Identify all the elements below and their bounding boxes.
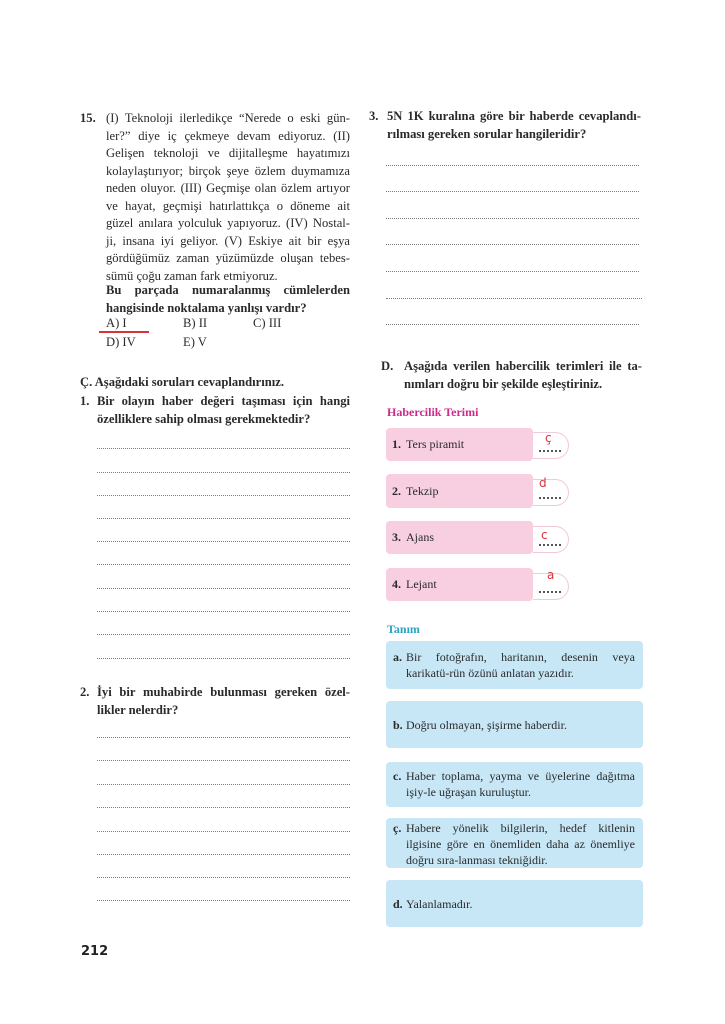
definition-body: Yalanlamadır. — [406, 897, 473, 911]
answer-line[interactable] — [97, 495, 350, 496]
term-item — [386, 521, 533, 554]
term-number: 3. — [392, 530, 401, 544]
answer-line[interactable] — [97, 658, 350, 659]
heading-line: Aşağıda verilen habercilik terimleri ile ta- — [404, 359, 642, 373]
answer-dots — [539, 544, 561, 546]
section-d-letter: D. — [381, 359, 394, 373]
definition-body: Haber toplama, yayma ve üyelerine dağıtma işiy-le uğraşan kuruluştur. — [406, 769, 635, 799]
heading-line: nımları doğru bir şekilde eşleştiriniz. — [404, 376, 603, 391]
answer-line[interactable] — [97, 900, 350, 901]
question-2-text — [97, 684, 350, 719]
handwritten-answer: ç — [545, 431, 552, 445]
page-number: 212 — [81, 944, 109, 959]
answer-line[interactable] — [97, 611, 350, 612]
definition-text — [393, 649, 635, 681]
answer-line[interactable] — [97, 634, 350, 635]
answer-line[interactable] — [386, 324, 639, 325]
definition-item — [386, 880, 643, 927]
question-line: rılması gereken sorular hangileridir? — [387, 126, 587, 141]
option-d[interactable]: D) IV — [106, 335, 136, 349]
question-number: 1. — [80, 394, 90, 408]
prompt-line: Bu parçada numaralanmış cümlelerden — [106, 283, 350, 297]
answer-line[interactable] — [386, 298, 642, 299]
definition-letter: b. — [393, 718, 403, 732]
selected-answer-underline — [99, 331, 149, 333]
term-text: Lejant — [406, 577, 437, 591]
section-d-heading — [404, 358, 642, 393]
term-label — [392, 428, 464, 461]
answer-line[interactable] — [97, 588, 350, 589]
definition-body: Doğru olmayan, şişirme haberdir. — [406, 718, 567, 732]
answer-line[interactable] — [386, 271, 639, 272]
term-label — [392, 521, 434, 554]
section-c-heading: Ç. Aşağıdaki soruları cevaplandırınız. — [80, 375, 284, 389]
answer-slot[interactable] — [533, 476, 569, 506]
question-15-prompt — [106, 282, 350, 317]
option-e[interactable]: E) V — [183, 335, 207, 349]
definitions-header: Tanım — [387, 622, 420, 636]
prompt-line: hangisinde noktalama yanlışı vardır? — [106, 300, 307, 315]
term-number: 1. — [392, 437, 401, 451]
option-b[interactable]: B) II — [183, 316, 208, 330]
definition-letter: a. — [393, 650, 402, 664]
answer-line[interactable] — [97, 831, 350, 832]
answer-slot[interactable] — [533, 568, 569, 600]
handwritten-answer: d — [539, 476, 547, 490]
answer-slot[interactable] — [533, 432, 569, 459]
answer-line[interactable] — [97, 784, 350, 785]
answer-line[interactable] — [386, 244, 639, 245]
question-line: İyi bir muhabirde bulunması gereken özel- — [97, 685, 350, 699]
question-line: özelliklere sahip olması gerekmektedir? — [97, 411, 311, 426]
question-line: likler nelerdir? — [97, 702, 179, 717]
passage-line: ve hayat, geçmişi hatırlattıkça o döneme ait — [106, 198, 350, 213]
passage-line: kolaylaştırıyor; birçok şeye özlem duymamıza — [106, 163, 350, 178]
passage-line: sümü çoğu zaman fark etmiyoruz. — [106, 268, 278, 283]
definition-item — [386, 818, 643, 868]
term-item — [386, 428, 533, 461]
term-item — [386, 568, 533, 601]
question-1-text — [97, 393, 350, 428]
definition-text — [393, 768, 635, 800]
definition-item — [386, 701, 643, 748]
passage-line: Gelişen teknoloji ve dijitalleşme hayatımızı — [106, 146, 350, 160]
terms-header: Habercilik Terimi — [387, 405, 479, 419]
answer-line[interactable] — [386, 191, 639, 192]
answer-line[interactable] — [97, 564, 350, 565]
term-label — [392, 568, 437, 601]
answer-dots — [539, 450, 561, 452]
question-3-text — [387, 108, 641, 143]
passage-line: (I) Teknoloji ilerledikçe “Nerede o eski gün- — [106, 111, 350, 125]
passage-line: ler?” diye iç çekmeye devam ediyoruz. (II) — [106, 128, 350, 143]
definition-letter: ç. — [393, 821, 402, 835]
answer-dots — [539, 591, 561, 593]
definition-body: Bir fotoğrafın, haritanın, desenin veya karikatü-rün özünü anlatan yazıdır. — [406, 650, 635, 680]
definition-body: Habere yönelik bilgilerin, hedef kitlenin ilgisine göre en önemliden daha az önemliye doğru sıra-lanması tekniğidir. — [406, 821, 635, 867]
term-text: Ters piramit — [406, 437, 465, 451]
definition-text — [393, 717, 635, 733]
answer-slot[interactable] — [533, 526, 569, 553]
passage-line: gördüğümüz zaman yüzümüzde oluşan tebes- — [106, 251, 350, 265]
question-15-passage — [106, 110, 350, 285]
question-line: Bir olayın haber değeri taşıması için hangi — [97, 394, 350, 408]
answer-dots — [539, 497, 561, 499]
option-a[interactable]: A) I — [106, 316, 127, 330]
definition-item — [386, 641, 643, 689]
term-text: Tekzip — [406, 483, 439, 498]
answer-line[interactable] — [97, 737, 350, 738]
term-text: Ajans — [406, 530, 434, 544]
answer-line[interactable] — [97, 877, 350, 878]
option-c[interactable]: C) III — [253, 316, 282, 330]
passage-line: güzel anılara yolculuk yapıyoruz. (IV) Nostal- — [106, 216, 350, 230]
term-label — [392, 474, 438, 508]
answer-line[interactable] — [386, 165, 639, 166]
handwritten-answer: a — [547, 568, 555, 582]
handwritten-answer: c — [541, 528, 548, 542]
definition-text — [393, 896, 635, 912]
answer-line[interactable] — [97, 541, 350, 542]
answer-line[interactable] — [97, 760, 350, 761]
question-line: 5N 1K kuralına göre bir haberde cevaplandı- — [387, 109, 641, 123]
definition-letter: d. — [393, 897, 403, 911]
passage-line: ji, insana iyi geliyor. (V) Eskiye ait bir eşya — [106, 233, 350, 248]
answer-line[interactable] — [97, 448, 350, 449]
answer-line[interactable] — [97, 472, 350, 473]
term-number: 2. — [392, 483, 401, 498]
term-item — [386, 474, 533, 508]
question-number: 3. — [369, 109, 379, 123]
passage-line: neden oluyor. (III) Geçmişe olan özlem artıyor — [106, 181, 350, 195]
answer-line[interactable] — [97, 807, 350, 808]
term-number: 4. — [392, 577, 401, 591]
answer-line[interactable] — [97, 518, 350, 519]
question-number: 15. — [80, 111, 96, 125]
question-number: 2. — [80, 685, 90, 699]
definition-letter: c. — [393, 769, 402, 783]
answer-line[interactable] — [97, 854, 350, 855]
definition-item — [386, 762, 643, 807]
answer-line[interactable] — [386, 218, 639, 219]
definition-text — [393, 820, 635, 868]
